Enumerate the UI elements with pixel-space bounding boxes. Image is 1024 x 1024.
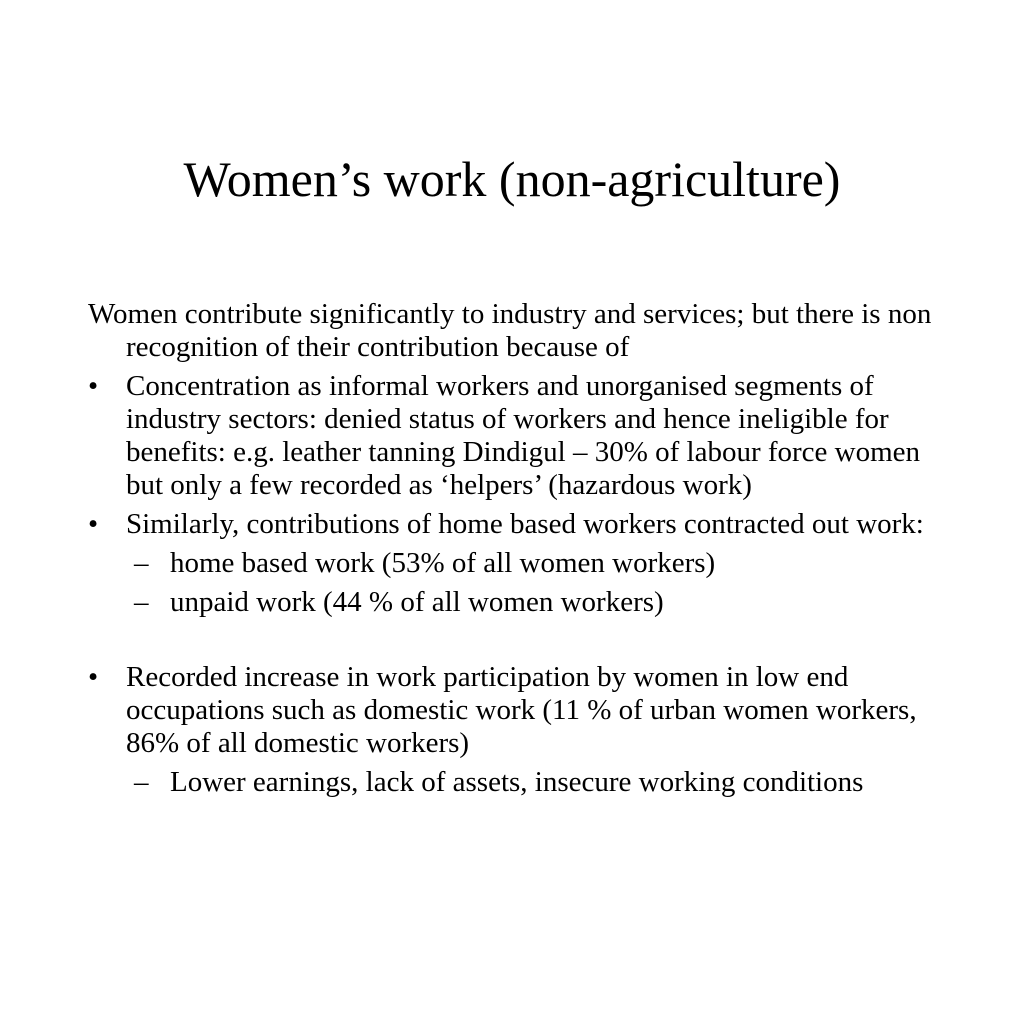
spacer (88, 625, 938, 661)
intro-paragraph: Women contribute significantly to industry and services; but there is non recognition of their contribution because of (88, 298, 932, 363)
slide-title: Women’s work (non-agriculture) (183, 151, 841, 207)
bullet-text: Concentration as informal workers and unorganised segments of industry sectors: denied status of workers and hence ineligible for benefits: e.g. leather tanning Dindigul – 30% of labour force women but only a few recorded as ‘helpers’ (hazardous work) (126, 370, 921, 501)
sub-bullet-text: home based work (53% of all women workers) (170, 547, 716, 579)
bullet-item (88, 661, 938, 760)
dash-marker: – (134, 547, 149, 579)
bullet-marker: • (88, 508, 99, 540)
sub-bullet-text: unpaid work (44 % of all women workers) (170, 586, 664, 618)
sub-bullet-text: Lower earnings, lack of assets, insecure working conditions (170, 766, 864, 798)
slide-body (88, 298, 938, 805)
sub-bullet-item (88, 766, 938, 799)
bullet-marker: • (88, 661, 99, 693)
bullet-text: Similarly, contributions of home based workers contracted out work: (126, 508, 924, 540)
dash-marker: – (134, 766, 149, 798)
bullet-item (88, 370, 938, 502)
sub-bullet-item (88, 547, 938, 580)
bullet-item (88, 508, 938, 541)
sub-bullet-item (88, 586, 938, 619)
dash-marker: – (134, 586, 149, 618)
bullet-marker: • (88, 370, 99, 402)
bullet-text: Recorded increase in work participation by women in low end occupations such as domestic work (11 % of urban women workers, 86% of all domestic workers) (126, 661, 917, 759)
